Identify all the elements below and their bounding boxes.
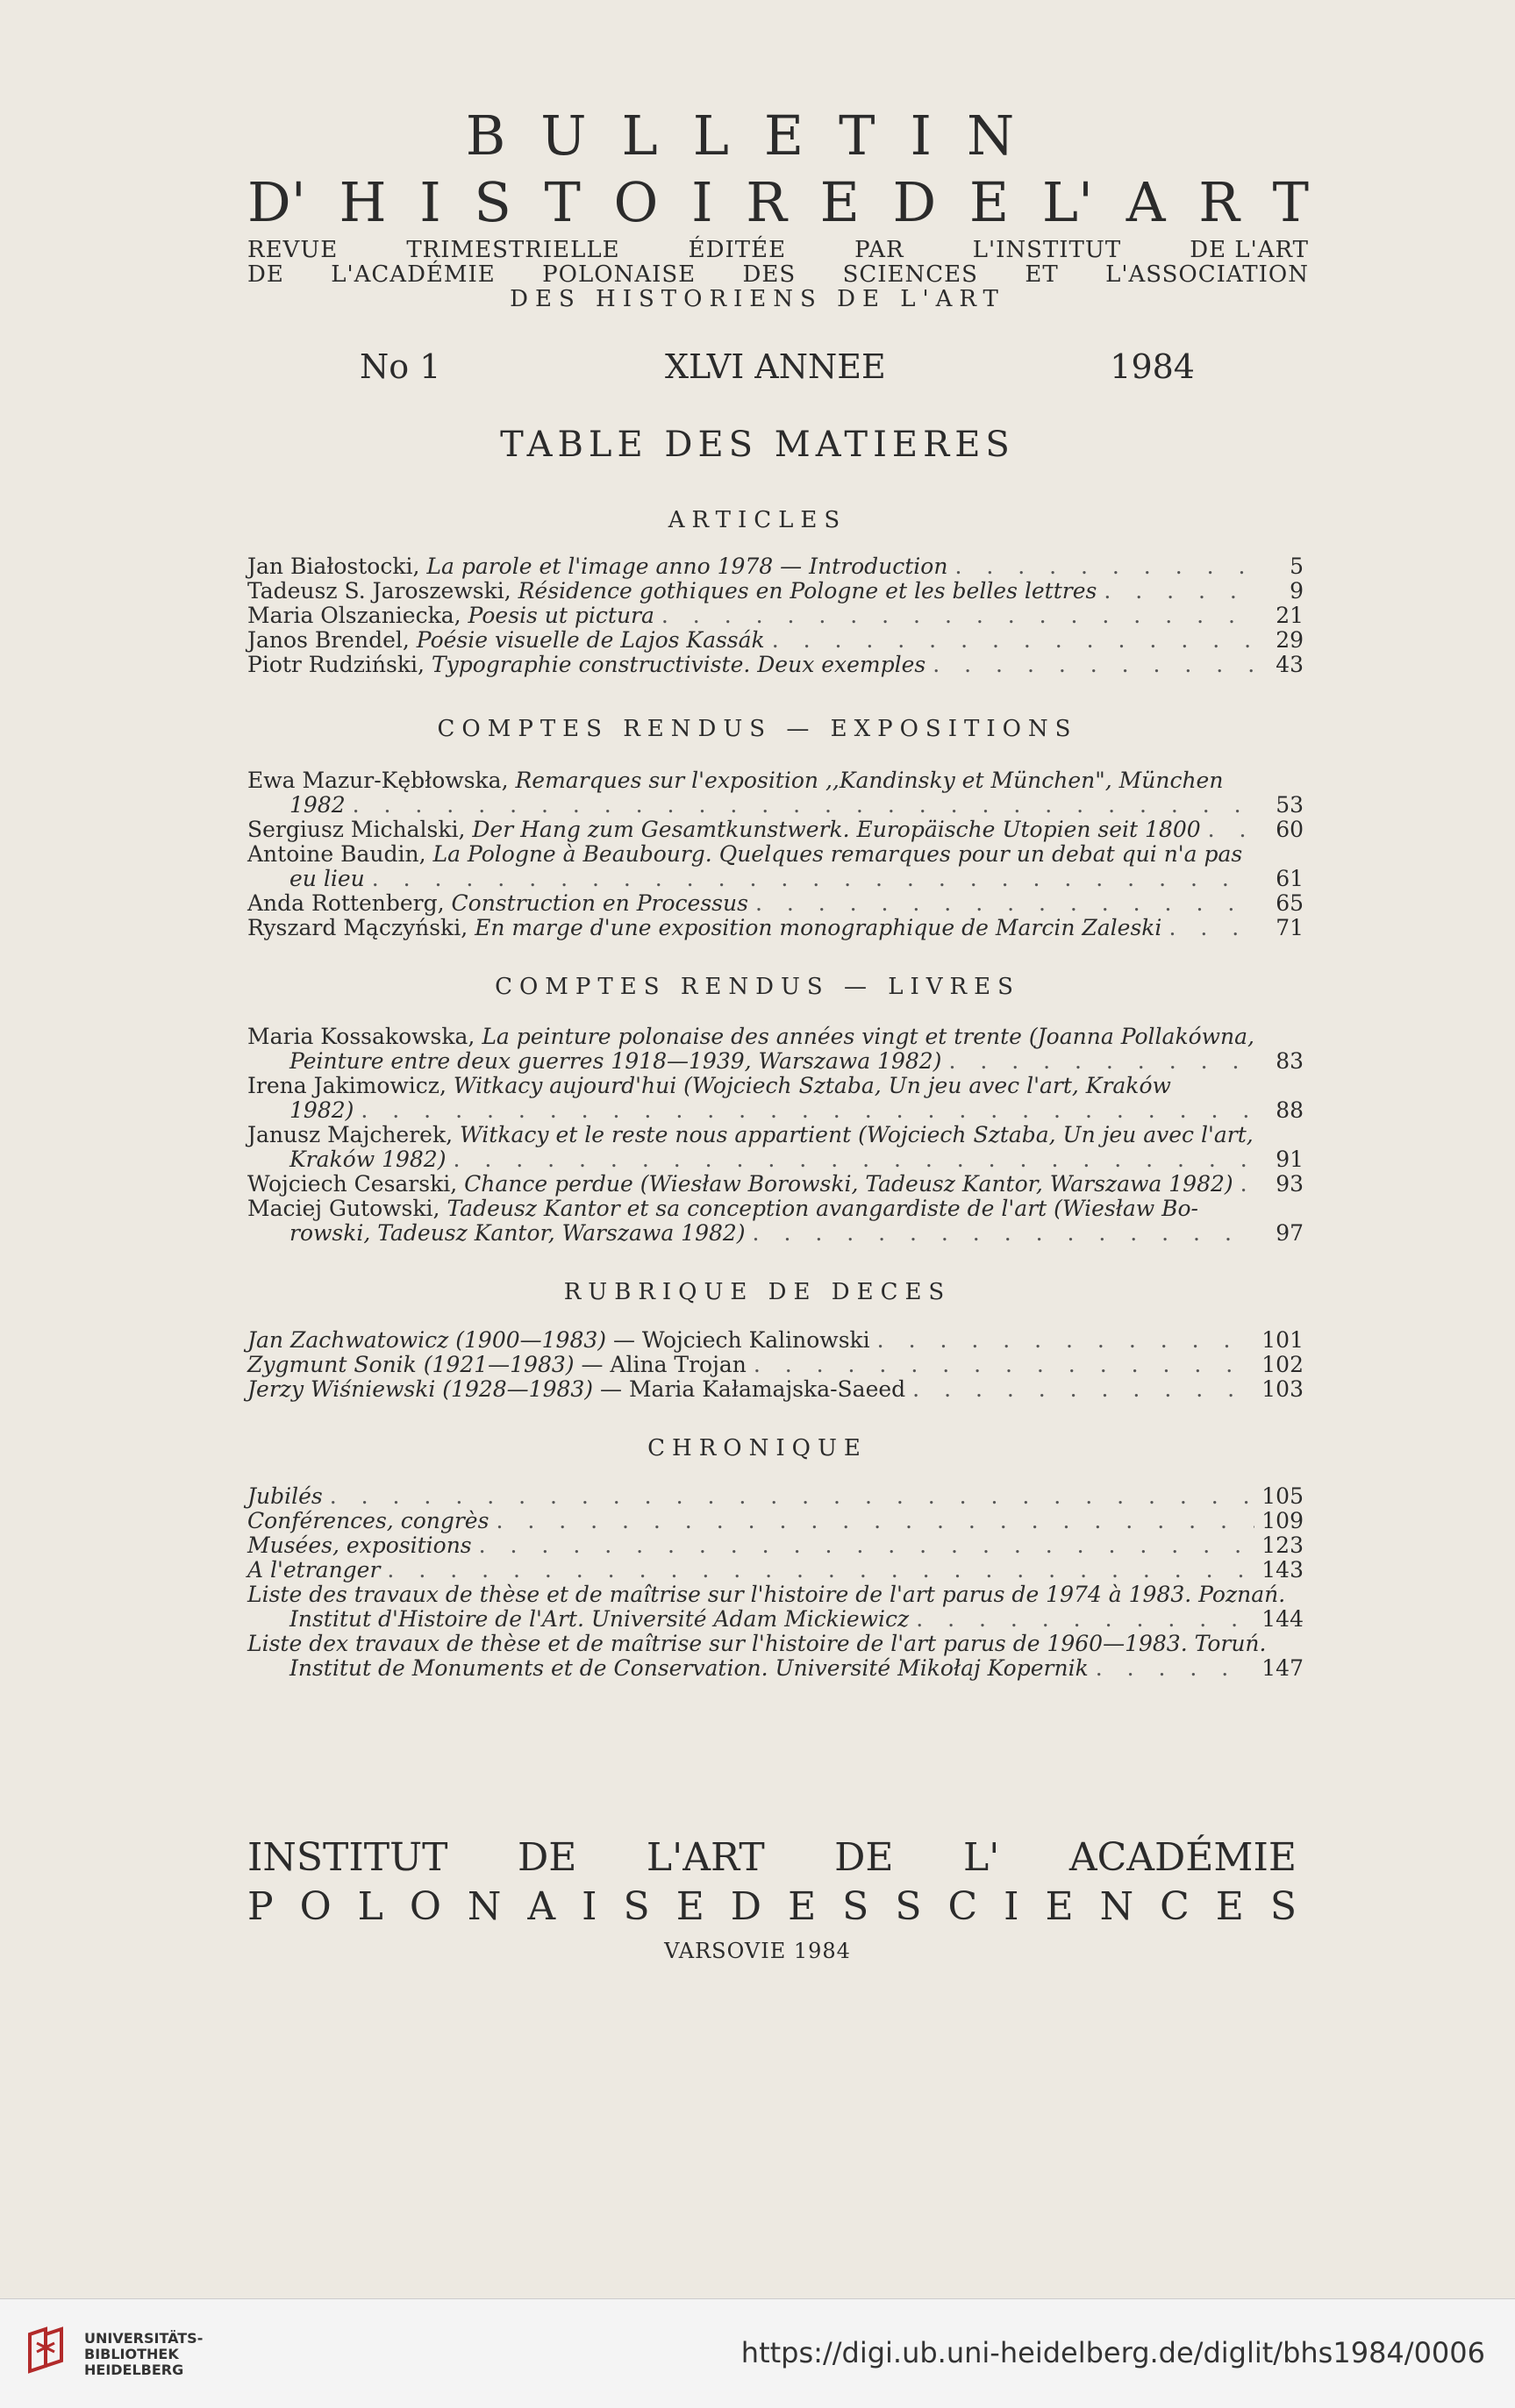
subtitle-word: REVUE <box>247 237 339 263</box>
subtitle-word: DES <box>742 261 797 288</box>
entry-author: Janos Brendel, <box>247 627 417 653</box>
toc-entry-text <box>247 579 1097 604</box>
title-letter: H <box>339 170 387 234</box>
toc-entry-text <box>247 1025 1254 1049</box>
page-number: 65 <box>1276 890 1304 916</box>
toc-entry-text <box>247 628 765 653</box>
livres-list <box>247 1025 1304 1246</box>
toc-entry[interactable] <box>247 1172 1304 1197</box>
leader-dots <box>1208 818 1254 842</box>
entry-title: Der Hang zum Gesamtkunstwerk. Europäische Utopien seit 1800 <box>472 817 1201 842</box>
entry-author: Anda Rottenberg, <box>247 890 452 916</box>
subtitle-line-2 <box>247 261 1309 288</box>
entry-title: Jan Zachwatowicz (1900—1983) <box>247 1327 607 1353</box>
publisher-letter: S <box>842 1884 869 1929</box>
entry-author: Antoine Baudin, <box>247 841 433 867</box>
toc-line <box>247 768 1304 793</box>
leader-dots <box>933 653 1254 677</box>
leader-dots <box>916 1607 1254 1632</box>
publisher-line-2 <box>247 1884 1297 1929</box>
leader-dots <box>1240 1172 1254 1197</box>
toc-entry[interactable] <box>247 1484 1304 1509</box>
entry-title-cont: rowski, Tadeusz Kantor, Warszawa 1982) <box>289 1220 746 1246</box>
entry-title-cont: Institut de Monuments et de Conservation. Université Mikołaj Kopernik <box>289 1655 1089 1681</box>
page-number: 147 <box>1261 1655 1304 1681</box>
page-number: 105 <box>1261 1483 1304 1509</box>
entry-title-cont: Kraków 1982) <box>289 1147 447 1172</box>
page-number: 143 <box>1261 1557 1304 1583</box>
entry-author: — Wojciech Kalinowski <box>606 1327 870 1353</box>
publisher-letter: N <box>467 1884 502 1929</box>
toc-line <box>247 818 1304 842</box>
title-letter: I <box>419 170 441 234</box>
page-number: 21 <box>1276 603 1304 628</box>
entry-author: Piotr Rudziński, <box>247 652 432 677</box>
toc-line <box>247 1353 1304 1377</box>
entry-author: Jan Białostocki, <box>247 554 427 579</box>
title-letter: E <box>819 170 860 234</box>
toc-entry[interactable] <box>247 842 1304 891</box>
toc-entry-text <box>247 1533 472 1558</box>
toc-line <box>247 1221 1304 1246</box>
toc-line <box>247 842 1304 867</box>
page-number: 60 <box>1276 817 1304 842</box>
leader-dots <box>453 1147 1254 1172</box>
leader-dots <box>772 628 1254 653</box>
page-number: 53 <box>1276 792 1304 818</box>
entry-author: Maciej Gutowski, <box>247 1196 447 1221</box>
toc-line <box>247 579 1304 604</box>
entry-title: La parole et l'image anno 1978 — Introduction <box>426 554 948 579</box>
entry-title: Construction en Processus <box>451 890 748 916</box>
entry-author: Maria Olszaniecka, <box>247 603 468 628</box>
issue-number: No 1 <box>360 347 441 386</box>
toc-line <box>247 891 1304 916</box>
subtitle-word: SCIENCES <box>842 261 978 288</box>
page-number: 109 <box>1261 1508 1304 1533</box>
entry-title: La Pologne à Beaubourg. Quelques remarques pour un debat qui n'a pas <box>432 841 1243 867</box>
toc-entry[interactable] <box>247 653 1304 677</box>
toc-entry-text <box>247 604 654 628</box>
issue-volume: XLVI ANNEE <box>664 347 886 386</box>
page-number: 97 <box>1276 1220 1304 1246</box>
publisher-letter: C <box>947 1884 978 1929</box>
page-number: 91 <box>1276 1147 1304 1172</box>
section-deces: RUBRIQUE DE DECES <box>563 1279 952 1305</box>
toc-entry[interactable] <box>247 891 1304 916</box>
title-letter: E <box>968 170 1010 234</box>
toc-entry[interactable] <box>247 628 1304 653</box>
toc-entry[interactable] <box>247 1509 1304 1533</box>
toc-entry[interactable] <box>247 1353 1304 1377</box>
publisher-letter: A <box>527 1884 556 1929</box>
entry-title: Jubilés <box>247 1483 323 1509</box>
library-name-line: BIBLIOTHEK <box>84 2346 179 2362</box>
toc-entry-text <box>247 554 947 579</box>
toc-entry-text <box>247 1377 905 1402</box>
toc-entry-text <box>247 916 1161 940</box>
leader-dots <box>755 891 1254 916</box>
issue-year: 1984 <box>1110 347 1195 386</box>
toc-line <box>247 653 1304 677</box>
toc-line <box>247 1025 1304 1049</box>
toc-line <box>247 1172 1304 1197</box>
toc-line <box>247 916 1304 940</box>
entry-title: En marge d'une exposition monographique de Marcin Zaleski <box>475 915 1162 940</box>
publisher-word: L'ART <box>646 1835 765 1880</box>
leader-dots <box>753 1221 1254 1246</box>
publisher-letter: E <box>675 1884 704 1929</box>
title-letter: T <box>1272 170 1309 234</box>
page-number: 103 <box>1261 1376 1304 1402</box>
publisher-letter: C <box>1160 1884 1190 1929</box>
leader-dots <box>912 1377 1254 1402</box>
page-number: 29 <box>1276 627 1304 653</box>
subtitle-word: PAR <box>854 237 904 263</box>
publisher-letter: O <box>299 1884 332 1929</box>
toc-entry[interactable] <box>247 1377 1304 1402</box>
toc-line <box>247 1328 1304 1353</box>
entry-title: Typographie constructiviste. Deux exemples <box>431 652 926 677</box>
toc-entry-text <box>247 1558 380 1583</box>
subtitle-word: DE <box>247 261 284 288</box>
toc-entry-text <box>247 842 1242 867</box>
title-letter: D' <box>247 170 306 234</box>
toc-entry-text <box>247 1123 1254 1147</box>
toc-line <box>247 1533 1304 1558</box>
title-letter: R <box>746 170 787 234</box>
page-number: 61 <box>1276 866 1304 891</box>
entry-author: — Alina Trojan <box>574 1352 747 1377</box>
page-number: 144 <box>1261 1606 1304 1632</box>
section-comptes-livres: COMPTES RENDUS — LIVRES <box>495 974 1020 1000</box>
publisher-letter: P <box>247 1884 274 1929</box>
subtitle-word: ET <box>1025 261 1059 288</box>
publisher-letter: N <box>1099 1884 1134 1929</box>
toc-entry-text <box>247 768 1223 793</box>
chronique-list <box>247 1484 1304 1681</box>
toc-entry-text <box>247 1172 1233 1197</box>
toc-entry-text <box>247 653 925 677</box>
page-number: 93 <box>1276 1171 1304 1197</box>
toc-line <box>247 1509 1304 1533</box>
toc-entry[interactable] <box>247 1328 1304 1353</box>
publisher-letter: D <box>730 1884 762 1929</box>
articles-list <box>247 554 1304 677</box>
toc-line <box>247 1098 1304 1123</box>
publisher-letter: S <box>623 1884 650 1929</box>
toc-entry-text <box>247 1074 1171 1098</box>
toc-entry[interactable] <box>247 1558 1304 1583</box>
toc-entry-text <box>247 891 748 916</box>
publisher-letter: I <box>1004 1884 1019 1929</box>
permalink-url[interactable]: https://digi.ub.uni-heidelberg.de/diglit/bhs1984/0006 <box>740 2336 1485 2369</box>
subtitle-line-3: DES HISTORIENS DE L'ART <box>510 286 1005 312</box>
toc-line <box>247 867 1304 891</box>
page-number: 9 <box>1290 578 1304 604</box>
toc-line <box>247 628 1304 653</box>
toc-line <box>247 1558 1304 1583</box>
leader-dots <box>330 1484 1254 1509</box>
toc-entry[interactable] <box>247 604 1304 628</box>
page-number: 5 <box>1290 554 1304 579</box>
page-number: 71 <box>1276 915 1304 940</box>
toc-entry-text <box>247 1509 489 1533</box>
entry-title: A l'etranger <box>247 1557 381 1583</box>
toc-entry[interactable] <box>247 1583 1304 1632</box>
toc-entry[interactable] <box>247 916 1304 940</box>
publisher-letter: L <box>357 1884 383 1929</box>
subtitle-line-1 <box>247 237 1309 263</box>
toc-entry[interactable] <box>247 1074 1304 1123</box>
entry-author: Sergiusz Michalski, <box>247 817 473 842</box>
publisher-letter: E <box>1215 1884 1244 1929</box>
title-letter: A <box>1126 170 1166 234</box>
entry-title-cont: 1982) <box>289 1097 354 1123</box>
toc-line <box>247 604 1304 628</box>
toc-entry[interactable] <box>247 579 1304 604</box>
toc-line <box>247 1607 1304 1632</box>
toc-line <box>247 1377 1304 1402</box>
leader-dots <box>1168 916 1254 940</box>
library-logo-icon <box>25 2326 67 2376</box>
leader-dots <box>387 1558 1254 1583</box>
publisher-word: L' <box>963 1835 1000 1880</box>
toc-entry-text <box>247 1632 1266 1656</box>
title-letter: R <box>1198 170 1240 234</box>
subtitle-word: L'INSTITUT <box>972 237 1122 263</box>
entry-author: Maria Kossakowska, <box>247 1024 482 1049</box>
section-chronique: CHRONIQUE <box>647 1435 868 1461</box>
toc-line <box>247 1049 1304 1074</box>
toc-line <box>247 1484 1304 1509</box>
subtitle-word: DE L'ART <box>1190 237 1309 263</box>
toc-line <box>247 1123 1304 1147</box>
section-articles: ARTICLES <box>668 507 847 533</box>
toc-line <box>247 1656 1304 1681</box>
entry-author: Ryszard Mączyński, <box>247 915 475 940</box>
toc-line <box>247 1074 1304 1098</box>
expositions-list <box>247 768 1304 940</box>
entry-author: Janusz Majcherek, <box>247 1122 461 1147</box>
title-letter: S <box>474 170 511 234</box>
toc-entry-text <box>247 818 1201 842</box>
leader-dots <box>661 604 1254 628</box>
entry-title: Poesis ut pictura <box>468 603 654 628</box>
subtitle-word: TRIMESTRIELLE <box>406 237 620 263</box>
entry-title: Résidence gothiques en Pologne et les belles lettres <box>518 578 1097 604</box>
entry-title: Conférences, congrès <box>247 1508 490 1533</box>
publisher-letter: E <box>1045 1884 1074 1929</box>
journal-title-bulletin: BULLETIN <box>465 104 1050 168</box>
toc-line <box>247 1632 1304 1656</box>
toc-entry-text <box>247 1484 323 1509</box>
entry-author: Ewa Mazur-Kębłowska, <box>247 768 516 793</box>
leader-dots <box>948 1049 1254 1074</box>
entry-title: Jerzy Wiśniewski (1928—1983) <box>247 1376 594 1402</box>
title-letter: L' <box>1041 170 1094 234</box>
page-number: 88 <box>1276 1097 1304 1123</box>
leader-dots <box>1096 1656 1254 1681</box>
publisher-letter: O <box>409 1884 441 1929</box>
toc-entry[interactable] <box>247 1025 1304 1074</box>
page-number: 101 <box>1261 1327 1304 1353</box>
toc-entry[interactable] <box>247 768 1304 818</box>
publisher-letter: S <box>895 1884 922 1929</box>
entry-title-cont: Peinture entre deux guerres 1918—1939, Warszawa 1982) <box>289 1048 942 1074</box>
toc-entry[interactable] <box>247 1197 1304 1246</box>
toc-line <box>247 1583 1304 1607</box>
entry-author: Irena Jakimowicz, <box>247 1073 454 1098</box>
subtitle-word: POLONAISE <box>542 261 697 288</box>
entry-title: Liste dex travaux de thèse et de maîtrise sur l'histoire de l'art parus de 1960—1983. Toruń. <box>247 1631 1267 1656</box>
issue-line <box>360 347 1195 386</box>
leader-dots <box>496 1509 1254 1533</box>
page-number: 102 <box>1261 1352 1304 1377</box>
leader-dots <box>353 793 1254 818</box>
entry-author: — Maria Kałamajska-Saeed <box>593 1376 906 1402</box>
leader-dots <box>1104 579 1254 604</box>
title-letter: T <box>544 170 581 234</box>
publisher-letter: E <box>788 1884 817 1929</box>
leader-dots <box>479 1533 1254 1558</box>
entry-title: Witkacy aujourd'hui (Wojciech Sztaba, Un jeu avec l'art, Kraków <box>453 1073 1171 1098</box>
library-name <box>84 2331 203 2378</box>
toc-entry[interactable] <box>247 1123 1304 1172</box>
entry-title: Musées, expositions <box>247 1533 472 1558</box>
entry-title: Chance perdue (Wiesław Borowski, Tadeusz Kantor, Warszawa 1982) <box>464 1171 1233 1197</box>
toc-line <box>247 554 1304 579</box>
entry-author: Tadeusz S. Jaroszewski, <box>247 578 518 604</box>
toc-line <box>247 793 1304 818</box>
entry-title: Witkacy et le reste nous appartient (Wojciech Sztaba, Un jeu avec l'art, <box>460 1122 1254 1147</box>
entry-title: Remarques sur l'exposition ,,Kandinsky et München", München <box>515 768 1224 793</box>
subtitle-word: ÉDITÉE <box>688 237 787 263</box>
leader-dots <box>361 1098 1254 1123</box>
publisher-line-1 <box>247 1835 1297 1880</box>
toc-entry-text <box>247 1353 747 1377</box>
toc-line <box>247 1197 1304 1221</box>
library-name-line: UNIVERSITÄTS- <box>84 2330 204 2347</box>
leader-dots <box>754 1353 1254 1377</box>
leader-dots <box>372 867 1254 891</box>
publisher-word: ACADÉMIE <box>1068 1835 1297 1880</box>
journal-title-histoire <box>247 170 1309 234</box>
publisher-letter: S <box>1269 1884 1297 1929</box>
entry-title: Poésie visuelle de Lajos Kassák <box>416 627 765 653</box>
title-letter: D <box>892 170 937 234</box>
entry-title-cont: eu lieu <box>289 866 365 891</box>
page-number: 83 <box>1276 1048 1304 1074</box>
deces-list <box>247 1328 1304 1402</box>
page-number: 43 <box>1276 652 1304 677</box>
entry-title-cont: Institut d'Histoire de l'Art. Université Adam Mickiewicz <box>289 1606 910 1632</box>
toc-entry[interactable] <box>247 1632 1304 1681</box>
library-name-line: HEIDELBERG <box>84 2362 184 2378</box>
toc-title: TABLE DES MATIERES <box>500 425 1015 465</box>
toc-entry-text <box>247 1197 1198 1221</box>
entry-title: La peinture polonaise des années vingt et trente (Joanna Pollakówna, <box>482 1024 1255 1049</box>
toc-entry[interactable] <box>247 554 1304 579</box>
publisher-word: INSTITUT <box>247 1835 448 1880</box>
toc-line <box>247 1147 1304 1172</box>
toc-entry-text <box>247 1328 870 1353</box>
toc-entry[interactable] <box>247 818 1304 842</box>
publisher-word: DE <box>834 1835 894 1880</box>
publisher-word: DE <box>518 1835 577 1880</box>
entry-title: Tadeusz Kantor et sa conception avangardiste de l'art (Wiesław Bo- <box>447 1196 1198 1221</box>
title-letter: I <box>691 170 713 234</box>
page-number: 123 <box>1261 1533 1304 1558</box>
section-comptes-expositions: COMPTES RENDUS — EXPOSITIONS <box>437 716 1078 742</box>
toc-entry[interactable] <box>247 1533 1304 1558</box>
subtitle-word: L'ASSOCIATION <box>1105 261 1309 288</box>
leader-dots <box>877 1328 1254 1353</box>
toc-entry-text <box>247 1583 1285 1607</box>
subtitle-word: L'ACADÉMIE <box>331 261 496 288</box>
entry-title-cont: 1982 <box>289 792 346 818</box>
entry-author: Wojciech Cesarski, <box>247 1171 465 1197</box>
leader-dots <box>954 554 1254 579</box>
entry-title: Zygmunt Sonik (1921—1983) <box>247 1352 575 1377</box>
title-letter: O <box>613 170 659 234</box>
publisher-letter: I <box>582 1884 597 1929</box>
viewer-footer <box>0 2298 1515 2408</box>
entry-title: Liste des travaux de thèse et de maîtrise sur l'histoire de l'art parus de 1974 à 1983. Poznań. <box>247 1582 1286 1607</box>
publisher-city-year: VARSOVIE 1984 <box>664 1939 851 1963</box>
